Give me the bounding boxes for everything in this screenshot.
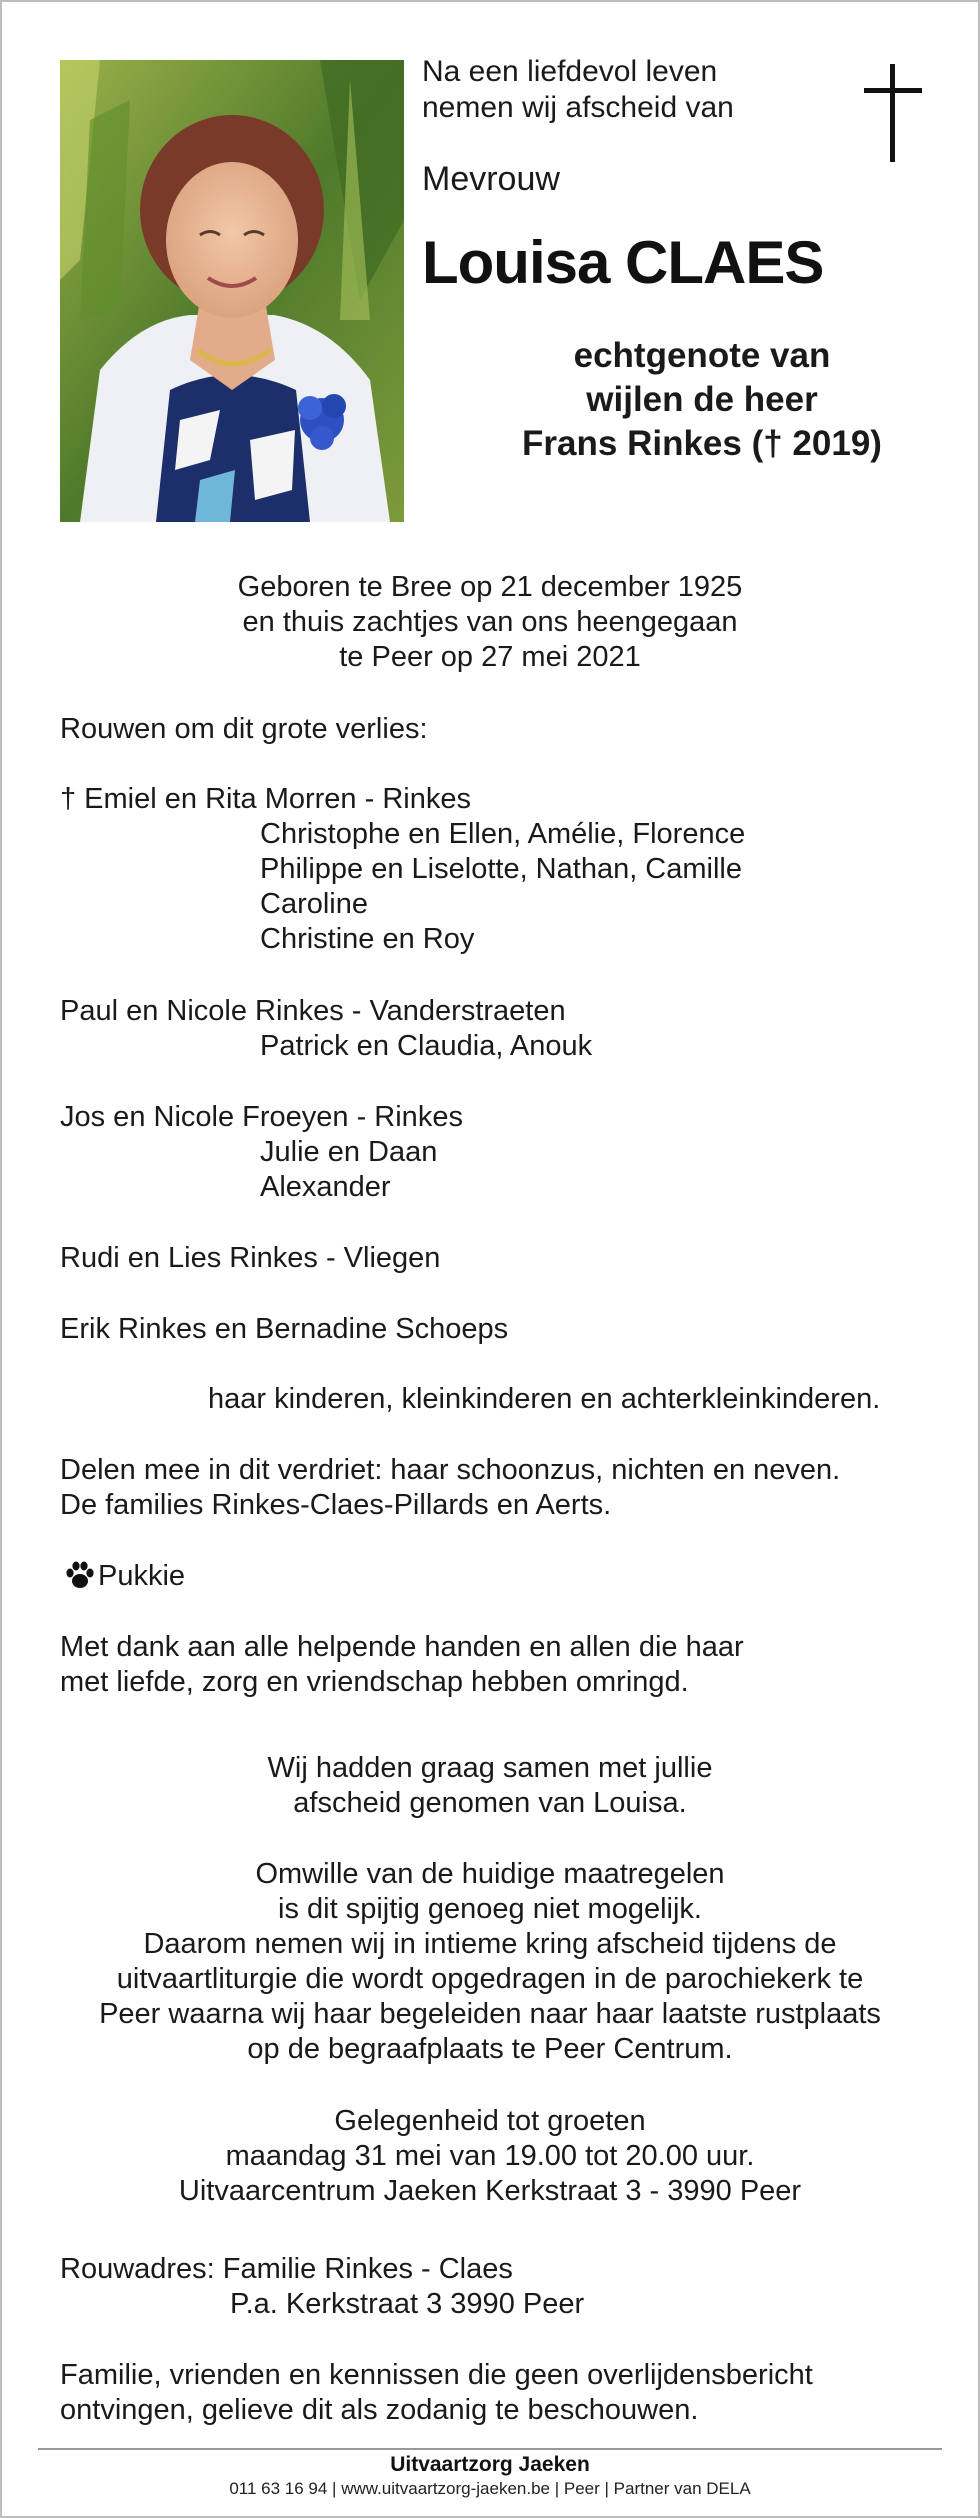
birth-line-1: Geboren te Bree op 21 december 1925	[237, 571, 743, 603]
intro-line-1: Na een liefdevol leven	[422, 55, 718, 88]
portrait-photo	[60, 60, 404, 522]
thanks-text	[60, 1630, 744, 1700]
greeting-line-2: maandag 31 mei van 19.00 tot 20.00 uur.	[225, 2140, 755, 2172]
notice-line-1: Familie, vrienden en kennissen die geen overlijdensbericht	[60, 2359, 813, 2391]
birth-line-2: en thuis zachtjes van ons heengegaan	[242, 606, 738, 638]
family-member: Alexander	[260, 1171, 391, 1203]
greeting-line-1: Gelegenheid tot groeten	[334, 2105, 646, 2137]
greeting-info	[2, 2104, 978, 2209]
ceremony-line-1: Omwille van de huidige maatregelen	[255, 1858, 725, 1890]
salutation: Mevrouw	[422, 160, 560, 198]
family-member: Julie en Daan	[260, 1136, 438, 1168]
intro-line-2: nemen wij afscheid van	[422, 91, 734, 124]
pet-line	[64, 1559, 185, 1594]
ceremony-text	[2, 1857, 978, 2067]
notice-line-2: ontvingen, gelieve dit als zodanig te beschouwen.	[60, 2394, 699, 2426]
spouse-info	[422, 334, 980, 466]
family-members	[260, 1135, 437, 1205]
spouse-line-3: Frans Rinkes († 2019)	[522, 424, 882, 463]
paw-icon	[64, 1561, 96, 1589]
ceremony-line-3: Daarom nemen wij in intieme kring afscheid tijdens de	[143, 1928, 837, 1960]
sharing-line-1: Delen mee in dit verdriet: haar schoonzus, nichten en neven.	[60, 1454, 841, 1486]
children-line: haar kinderen, kleinkinderen en achterkleinkinderen.	[208, 1383, 881, 1415]
cross-icon	[864, 64, 922, 162]
footer-contact: 011 63 16 94 | www.uitvaartzorg-jaeken.be | Peer | Partner van DELA	[229, 2479, 751, 2498]
ceremony-line-4: uitvaartliturgie die wordt opgedragen in de parochiekerk te	[116, 1963, 864, 1995]
address-line-2: P.a. Kerkstraat 3 3990 Peer	[230, 2288, 585, 2320]
farewell-line-2: afscheid genomen van Louisa.	[293, 1787, 687, 1819]
family-head: Erik Rinkes en Bernadine Schoeps	[60, 1313, 509, 1345]
intro-text	[422, 54, 734, 126]
spouse-line-2: wijlen de heer	[586, 380, 818, 419]
ceremony-line-6: op de begraafplaats te Peer Centrum.	[247, 2033, 733, 2065]
family-members	[260, 1029, 592, 1064]
deceased-name: Louisa CLAES	[422, 229, 824, 296]
family-head: Paul en Nicole Rinkes - Vanderstraeten	[60, 995, 566, 1027]
greeting-line-3: Uitvaarcentrum Jaeken Kerkstraat 3 - 3990 Peer	[178, 2175, 802, 2207]
footer-company: Uitvaartzorg Jaeken	[390, 2453, 590, 2476]
mourners-intro: Rouwen om dit grote verlies:	[60, 713, 428, 745]
family-members	[260, 817, 745, 957]
family-member: Christine en Roy	[260, 923, 475, 955]
footer-divider	[38, 2448, 942, 2450]
family-member: Patrick en Claudia, Anouk	[260, 1030, 593, 1062]
thanks-line-1: Met dank aan alle helpende handen en allen die haar	[60, 1631, 744, 1663]
family-head: Jos en Nicole Froeyen - Rinkes	[60, 1101, 463, 1133]
spouse-line-1: echtgenote van	[573, 336, 831, 375]
notice-text	[60, 2358, 813, 2428]
birth-line-3: te Peer op 27 mei 2021	[339, 641, 641, 673]
sharing-line-2: De families Rinkes-Claes-Pillards en Aerts.	[60, 1489, 612, 1521]
farewell-text	[2, 1751, 978, 1821]
family-member: Philippe en Liselotte, Nathan, Camille	[260, 853, 742, 885]
ceremony-line-2: is dit spijtig genoeg niet mogelijk.	[278, 1893, 702, 1925]
family-member: Christophe en Ellen, Amélie, Florence	[260, 818, 746, 850]
family-member: Caroline	[260, 888, 368, 920]
ceremony-line-5: Peer waarna wij haar begeleiden naar haar laatste rustplaats	[99, 1998, 881, 2030]
thanks-line-2: met liefde, zorg en vriendschap hebben omringd.	[60, 1666, 689, 1698]
sharing-text	[60, 1453, 840, 1523]
address-line-1: Rouwadres: Familie Rinkes - Claes	[60, 2253, 513, 2285]
family-head: Rudi en Lies Rinkes - Vliegen	[60, 1242, 441, 1274]
family-head: † Emiel en Rita Morren - Rinkes	[60, 783, 471, 815]
birth-death-info	[2, 570, 978, 675]
farewell-line-1: Wij hadden graag samen met jullie	[267, 1752, 713, 1784]
pet-name: Pukkie	[98, 1560, 186, 1592]
